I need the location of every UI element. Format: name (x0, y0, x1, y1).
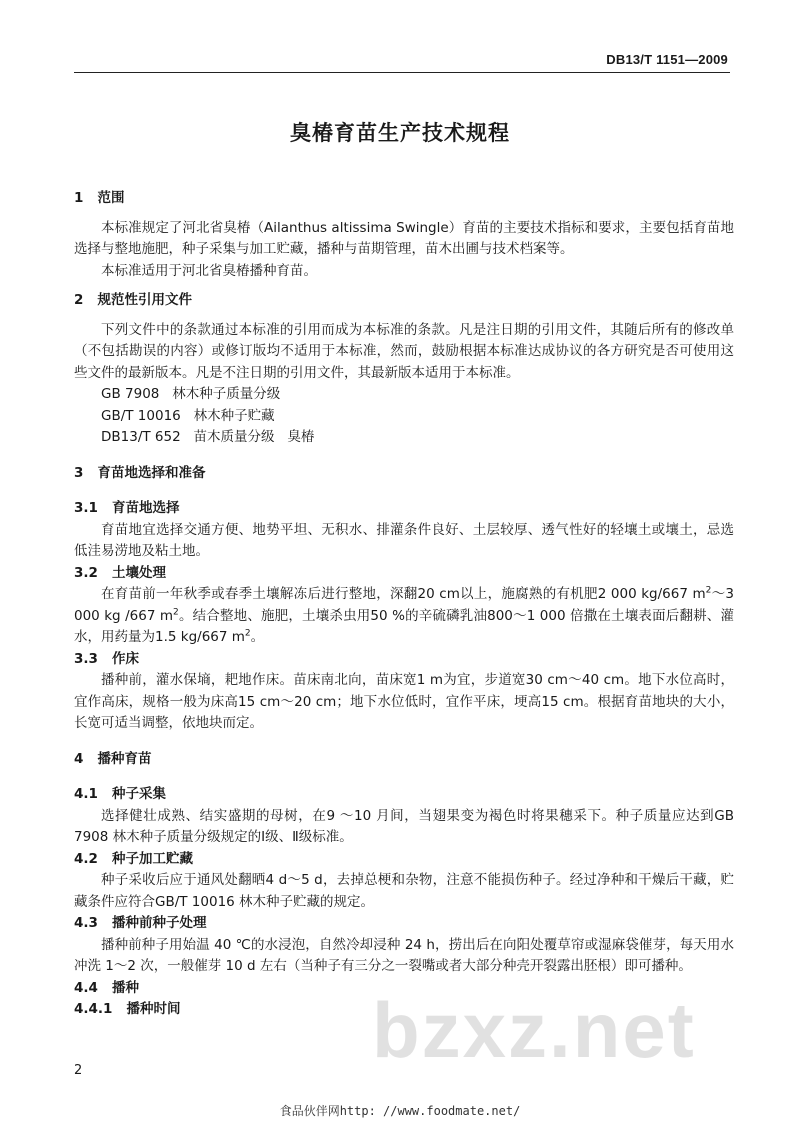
section-4-3-heading: 4.3 播种前种子处理 (74, 915, 207, 931)
footer-site: 食品伙伴网http: //www.foodmate.net/ (279, 1104, 521, 1118)
section-4-2-heading: 4.2 种子加工贮藏 (74, 850, 194, 867)
section-1-paragraph-1: 本标准规定了河北省臭椿（Ailanthus altissima Swingle）育苗的主要技术指标和要求，主要包括育苗地选择与整地施肥，种子采集与加工贮藏，播种与苗期管理，苗木出圃与技术档案等。 (74, 219, 734, 257)
section-3-2-paragraph: 在育苗前一年秋季或春季土壤解冻后进行整地，深翻20 cm以上，施腐熟的有机肥2 000 kg/667 $m^2\sim 3$ 000 kg /667 $m^2$。结合整地、施肥，土壤杀虫用50 %的辛硫磷乳油800～1 000 倍撒在土壤表面后翻耕、灌水，用药量为1.5 kg/667 $m^2$。 (74, 585, 734, 645)
section-3-1-heading: 3.1 育苗地选择 (74, 500, 180, 516)
reference-item: DB13/T 652 苗木质量分级 臭椿 (101, 429, 315, 445)
section-3-3-heading: 3.3 作床 (74, 650, 140, 667)
header-rule (74, 72, 730, 73)
section-3-2-heading: 3.2 土壤处理 (74, 564, 167, 581)
section-3-3-paragraph: 播种前，灌水保墒，耙地作床。苗床南北向，苗床宽1 m为宜，步道宽30 cm～40 cm。地下水位高时，宜作高床，规格一般为床高15 cm～20 cm；地下水位低时，宜作平床，埂高15 cm。根据育苗地块的大小，长宽可适当调整，依地块而定。 (74, 672, 734, 731)
section-3-1-paragraph: 育苗地宜选择交通方便、地势平坦、无积水、排灌条件良好、土层较厚、透气性好的轻壤土或壤土，忌选低洼易涝地及粘土地。 (74, 521, 734, 559)
section-4-4-1-heading: 4.4.1 播种时间 (74, 1001, 181, 1017)
document-title: 臭椿育苗生产技术规程 (290, 121, 510, 145)
section-1-heading: 1 范围 (74, 190, 125, 206)
section-3-heading: 3 育苗地选择和准备 (74, 464, 206, 481)
page-number: 2 (74, 1063, 83, 1078)
section-1-paragraph-2: 本标准适用于河北省臭椿播种育苗。 (101, 262, 317, 279)
watermark-text: bzxz.net (372, 986, 696, 1074)
section-4-3-paragraph: 播种前种子用始温 40 ℃的水浸泡，自然冷却浸种 24 h，捞出后在向阳处覆草帘或湿麻袋催芽，每天用水冲洗 1～2 次，一般催芽 10 d 左右（当种子有三分之一裂嘴或者大部分种壳开裂露出胚根）即可播种。 (74, 936, 734, 974)
section-4-2-paragraph: 种子采收后应于通风处翻晒4 d～5 d，去掉总梗和杂物，注意不能损伤种子。经过净种和干燥后干藏，贮藏条件应符合GB/T 10016 林木种子贮藏的规定。 (74, 872, 734, 910)
section-2-heading: 2 规范性引用文件 (74, 292, 192, 308)
section-2-paragraph: 下列文件中的条款通过本标准的引用而成为本标准的条款。凡是注日期的引用文件，其随后所有的修改单（不包括勘误的内容）或修订版均不适用于本标准，然而，鼓励根据本标准达成协议的各方研究是否可使用这些文件的最新版本。凡是不注日期的引用文件，其最新版本适用于本标准。 (74, 321, 734, 381)
section-4-1-paragraph: 选择健壮成熟、结实盛期的母树，在9 ～10 月间，当翅果变为褐色时将果穗采下。种子质量应达到GB 7908 林木种子质量分级规定的Ⅰ级、Ⅱ级标准。 (74, 807, 734, 845)
section-4-4-heading: 4.4 播种 (74, 979, 140, 996)
reference-item: GB 7908 林木种子质量分级 (101, 386, 281, 402)
document-code: DB13/T 1151—2009 (606, 52, 728, 67)
reference-item: GB/T 10016 林木种子贮藏 (101, 407, 275, 424)
document-body (74, 188, 734, 1021)
section-4-heading: 4 播种育苗 (74, 750, 152, 767)
section-4-1-heading: 4.1 种子采集 (74, 786, 167, 802)
